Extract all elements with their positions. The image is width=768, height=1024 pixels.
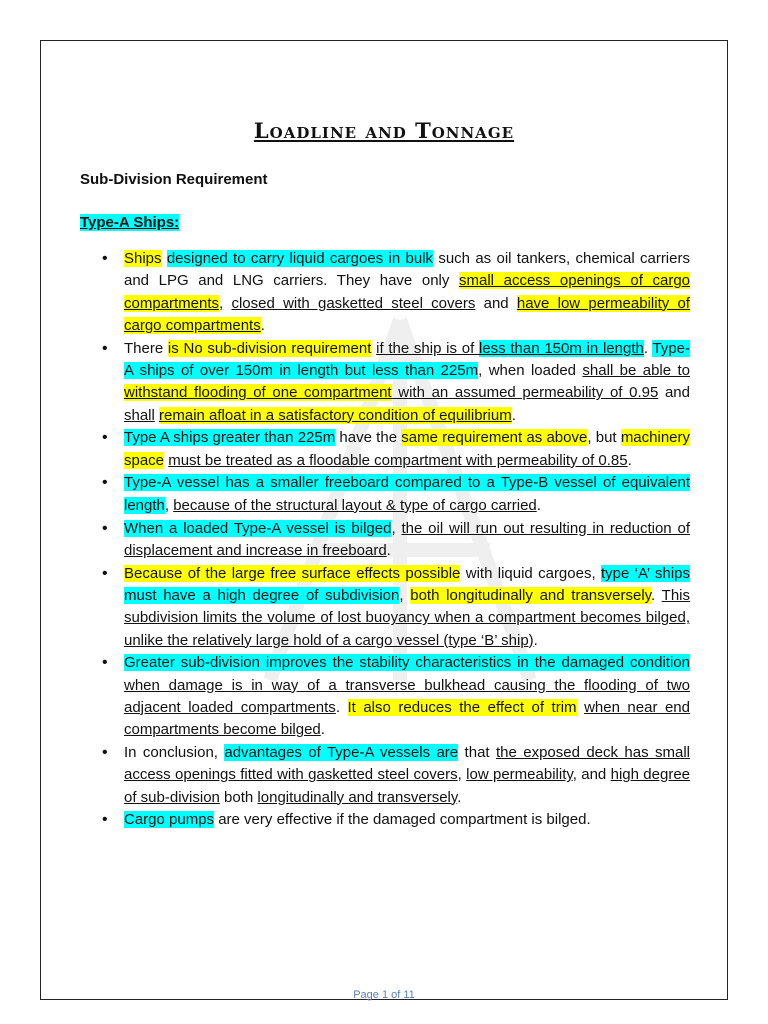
text-segment: It also reduces the effect of trim (347, 698, 577, 716)
bullet-item (100, 472, 690, 517)
text-segment: In conclusion, (124, 744, 225, 762)
text-segment: with an assumed permeability of 0.95 (391, 384, 659, 402)
text-segment: When a loaded Type-A vessel is bilged (124, 519, 392, 537)
text-segment: , (391, 519, 402, 537)
document-title: Loadline and Tonnage (253, 118, 515, 143)
text-segment: the oil will run out resulting in reduction of displacement and increase in freeboard (124, 519, 690, 559)
text-segment: . (386, 541, 391, 559)
text-segment: and (658, 384, 690, 402)
text-segment: . (260, 316, 265, 334)
text-segment: when damage is in way of a transverse bulkhead causing the flooding of two adjacent loaded compartments (124, 676, 690, 716)
text-segment: less than 150m in length (478, 339, 644, 357)
bullet-list (100, 248, 690, 832)
text-segment: There (124, 339, 168, 357)
text-segment: Type-A ships of over 150m in length but less than 225m (124, 339, 690, 379)
bullet-item (100, 518, 690, 563)
text-segment: , but (587, 429, 621, 447)
bullet-item (100, 338, 690, 427)
text-segment: high degree of sub-division (124, 766, 691, 806)
bullet-item (100, 563, 690, 652)
text-segment: . (651, 586, 662, 604)
text-segment: advantages of Type-A vessels are (224, 744, 459, 762)
bullet-item (100, 248, 690, 337)
page-footer: Page 1 of 11 (353, 989, 415, 1001)
text-segment: longitudinally and transversely (257, 788, 458, 806)
bullet-item (100, 652, 690, 741)
text-segment: , and (572, 766, 611, 784)
text-segment: . (536, 496, 541, 514)
bullet-item (100, 427, 690, 472)
text-segment: are very effective if the damaged compartment is bilged. (214, 811, 591, 829)
text-segment: shall (124, 406, 155, 424)
text-segment: Ships (124, 250, 162, 267)
text-segment: . (320, 721, 325, 739)
text-segment: . (627, 451, 632, 469)
text-segment: . (643, 339, 653, 357)
text-segment: , (219, 294, 224, 312)
bullet-item (100, 742, 690, 809)
text-segment: , (457, 766, 467, 784)
text-segment: is No sub-division requirement (167, 339, 372, 357)
text-segment: closed with gasketted steel covers (231, 294, 476, 312)
text-segment: that (458, 744, 496, 762)
text-segment: when near end compartments become bilged (124, 698, 690, 739)
text-segment: . (511, 406, 516, 424)
text-segment: such as oil tankers, chemical carriers and LPG and LNG carriers. They have only (124, 250, 690, 290)
text-segment: low permeability (466, 766, 573, 784)
text-segment: have the (335, 429, 402, 447)
subheading: Sub-Division Requirement (80, 171, 268, 188)
text-segment: Because of the large free surface effects possible (124, 564, 461, 582)
text-segment: . (457, 788, 462, 806)
text-segment: the exposed deck has small access openings fitted with gasketted steel covers (124, 744, 691, 784)
text-segment: remain afloat in a satisfactory condition of equilibrium (159, 406, 512, 424)
text-segment: Greater sub-division improves the stability characteristics in the damaged condition (124, 654, 690, 672)
text-segment: same requirement as above (401, 429, 588, 447)
text-segment: because of the structural layout & type of cargo carried (173, 496, 537, 514)
text-segment: Cargo pumps (124, 811, 215, 829)
text-segment: must be treated as a floodable compartment with permeability of 0.85 (168, 451, 628, 469)
text-segment: both longitudinally and transversely (410, 586, 652, 604)
text-segment: . (533, 631, 538, 649)
text-segment: . (335, 698, 348, 716)
text-segment: type ‘A’ ships must have a high degree of subdivision (124, 564, 690, 604)
text-segment: small access openings of cargo compartments (124, 272, 690, 312)
text-segment: with liquid cargoes, (460, 564, 601, 582)
text-segment: designed to carry liquid cargoes in bulk (166, 250, 434, 267)
text-segment: have low permeability of cargo compartments (124, 294, 690, 334)
text-segment: withstand flooding of one compartment (124, 384, 392, 402)
text-segment: , when loaded (478, 361, 583, 379)
text-segment: shall be able to (582, 361, 691, 379)
text-segment: if the ship is of (376, 339, 479, 357)
text-segment: machinery space (124, 429, 691, 469)
text-segment: both (219, 788, 258, 806)
text-segment: and (475, 294, 517, 312)
text-segment: Type A ships greater than 225m (124, 429, 336, 447)
section-heading: Type-A Ships: (80, 214, 180, 231)
text-segment: Type-A vessel has a smaller freeboard compared to a Type-B vessel of equivalent length (124, 474, 690, 514)
bullet-item (100, 809, 690, 831)
text-segment: , (399, 586, 411, 604)
text-segment: This subdivision limits the volume of lost buoyancy when a compartment becomes bilged, unlike the relatively large hold of a cargo vessel (type ‘B’ ship) (124, 586, 690, 649)
text-segment: , (164, 496, 174, 514)
text-segment (577, 699, 585, 716)
